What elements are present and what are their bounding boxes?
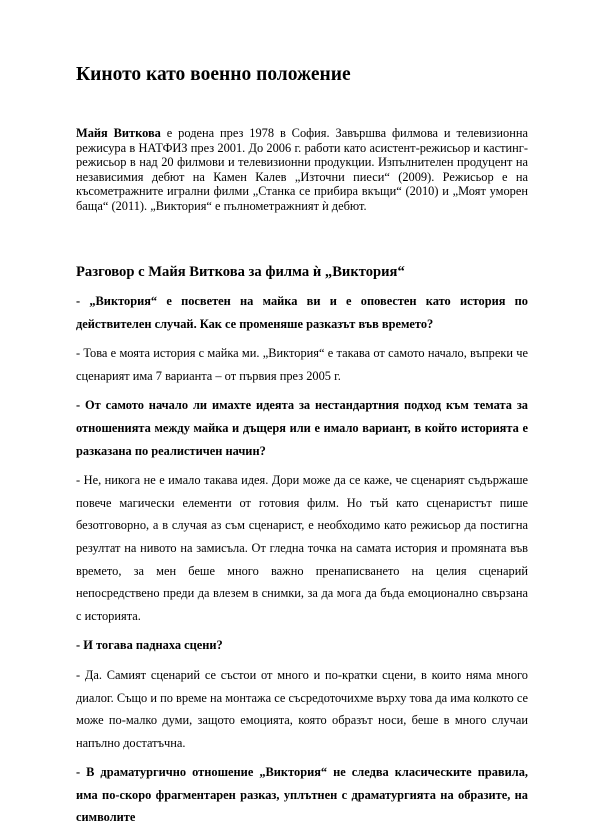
page-title: Киното като военно положение [76,64,351,85]
interview-question: - От самото начало ли имахте идеята за нестандартния подход към темата за отношенията между майка и дъщеря или е имало вариант, в който историята е разказана по реалистичен начин? [76,398,528,458]
author-bio-text: е родена през 1978 в София. Завършва филмова и телевизионна режисура в НАТФИЗ през 2001. До 2006 г. работи като асистент-режисьор и кастинг-режисьор в над 20 филмови и телевизионни продукции. Изпълнителен продуцент на независимия дебют на Камен Калев „Източни пиеси“ (2009). Режисьор е на късометражните игрални филми „Станка се прибира вкъщи“ (2010) и „Моят уморен баща“ (2011). „Виктория“ е пълнометражният ѝ дебют. [76,126,529,213]
interview-answer: - Това е моята история с майка ми. „Виктория“ е такава от самото начало, въпреки че сценарият има 7 варианта – от първия през 2005 г. [76,346,528,383]
interview-body [76,290,528,836]
interview-question: - „Виктория“ е посветен на майка ви и е оповестен като история по действителен случай. Как се променяше разказът във времето? [76,294,528,331]
interview-question: - И тогава паднаха сцени? [76,638,223,653]
author-bio [76,126,528,214]
author-name: Майя Виткова [76,126,161,140]
interview-question: - В драматургично отношение „Виктория“ не следва класическите правила, има по-скоро фрагментарен разказ, уплътнен с драматургията на образите, на символите [76,765,528,825]
interview-title: Разговор с Майя Виткова за филма ѝ „Виктория“ [76,264,405,280]
interview-answer: - Не, никога не е имало такава идея. Дори може да се каже, че сценарият съдържаше повече магически елементи от готовия филм. Но тъй като сценаристът пише безотговорно, а в случая аз съм сценарист, е необходимо като режисьор да постигна резултат на нивото на замисъла. От гледна точка на самата история и промяната във времето, за мен беше много важно пренаписването на целия сценарий непосредствено преди да влезем в снимки, за да мога да бъда емоционално свързана с историята. [76,473,528,623]
interview-answer: - Да. Самият сценарий се състои от много и по-кратки сцени, в които няма много диалог. Също и по време на монтажа се съсредоточихме върху това да има колкото се може по-малко думи, защото емоцията, която образът носи, беше в много случаи напълно достатъчна. [76,667,528,750]
